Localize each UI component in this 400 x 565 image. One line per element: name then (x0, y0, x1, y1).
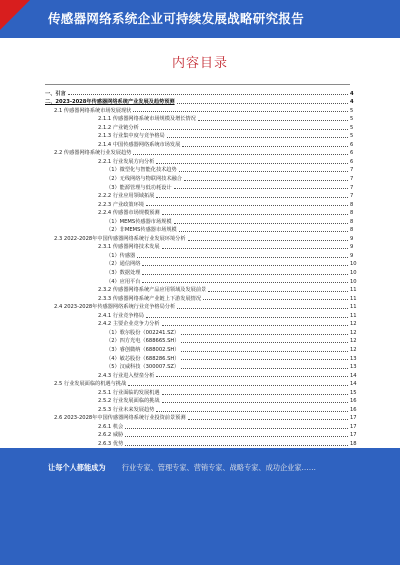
toc-entry[interactable] (0, 353, 400, 362)
toc-entry-title: 2.6.1 机会 (98, 423, 124, 430)
toc-entry[interactable] (0, 387, 400, 396)
toc-entry-title: （5）汉威科技（300007.SZ） (106, 364, 180, 371)
toc-heading-divider (45, 84, 350, 85)
toc-entry-title: 2.3.1 传感器网络技术发展 (98, 244, 160, 251)
toc-entry-title: 2.2.1 行业发展方向分析 (98, 158, 155, 165)
toc-dot-leader (156, 411, 348, 412)
toc-entry-title: 2.2.2 行业应用领域拓展 (98, 193, 155, 200)
footer-slogan (48, 463, 368, 473)
toc-entry[interactable] (0, 379, 400, 388)
toc-entry-title: （1）传感器 (106, 252, 136, 259)
toc-entry-title: 2.6 2023-2028年中国传感器网络系统行业投资前景预测 (54, 415, 186, 422)
toc-dot-leader (179, 231, 348, 232)
toc-entry[interactable] (0, 344, 400, 353)
toc-entry-title: 2.1.3 行业集中度与竞争格局 (98, 133, 165, 140)
toc-entry-page: 5 (350, 116, 354, 123)
toc-entry[interactable] (0, 199, 400, 208)
toc-dot-leader (162, 325, 348, 326)
toc-entry[interactable] (0, 396, 400, 405)
toc-entry-title: （2）无线网络与物联网技术融合 (106, 176, 182, 183)
toc-dot-leader (167, 137, 348, 138)
toc-entry-page: 5 (350, 133, 354, 140)
toc-entry-page: 9 (350, 244, 354, 251)
toc-entry-page: 12 (350, 329, 357, 336)
toc-entry[interactable] (0, 319, 400, 328)
toc-entry-title: 2.5.3 行业未来发展趋势 (98, 406, 155, 413)
toc-entry-title: 2.4.2 主要企业竞争力分析 (98, 321, 160, 328)
toc-entry-page: 11 (350, 304, 357, 311)
toc-entry[interactable] (0, 173, 400, 182)
toc-dot-leader (142, 282, 348, 283)
toc-entry[interactable] (0, 97, 400, 106)
toc-entry-page: 13 (350, 364, 357, 371)
toc-entry[interactable] (0, 148, 400, 157)
toc-dot-leader (133, 111, 348, 112)
toc-entry-page: 4 (350, 99, 354, 106)
toc-entry-page: 12 (350, 321, 357, 328)
toc-entry-title: 2.1 传感器网络系统市场发展现状 (54, 107, 132, 114)
toc-entry[interactable] (0, 438, 400, 447)
toc-entry-title: 2.5.1 行业面临的发展机遇 (98, 389, 160, 396)
toc-entry-title: （1）MEMS传感器市场规模 (106, 218, 172, 225)
toc-entry[interactable] (0, 293, 400, 302)
toc-dot-leader (184, 180, 348, 181)
toc-entry-title: 2.2.4 传感器市场规模预测 (98, 210, 160, 217)
toc-entry-page: 17 (350, 432, 357, 439)
toc-entry[interactable] (0, 404, 400, 413)
toc-dot-leader (142, 274, 348, 275)
toc-dot-leader (179, 171, 348, 172)
toc-entry[interactable] (0, 336, 400, 345)
toc-entry-page: 14 (350, 381, 357, 388)
toc-dot-leader (188, 240, 348, 241)
toc-dot-leader (162, 394, 348, 395)
toc-entry[interactable] (0, 259, 400, 268)
toc-entry-page: 12 (350, 346, 357, 353)
toc-dot-leader (142, 265, 348, 266)
toc-entry[interactable] (0, 302, 400, 311)
toc-entry[interactable] (0, 131, 400, 140)
toc-entry-title: 2.4.1 行业竞争格局 (98, 312, 144, 319)
toc-entry[interactable] (0, 182, 400, 191)
toc-entry-title: 二、2023-2028年传感器网络系统产业发展及趋势预测 (45, 99, 175, 106)
table-of-contents (0, 88, 400, 456)
toc-entry-title: （1）微型化与智能化技术趋势 (106, 167, 177, 174)
toc-entry-title: （3）数据处理 (106, 270, 141, 277)
footer-slogan-roles: 行业专家、管理专家、营销专家、战略专家、成功企业家…… (121, 463, 316, 472)
toc-heading: 内容目录 (171, 56, 228, 71)
toc-entry-title: 2.4 2023-2028年传感器网络系统行业竞争格局分析 (54, 304, 176, 311)
header-corner-decoration (0, 0, 30, 30)
toc-entry[interactable] (0, 139, 400, 148)
toc-dot-leader (181, 351, 348, 352)
toc-entry-page: 15 (350, 389, 357, 396)
toc-dot-leader (181, 342, 348, 343)
toc-entry[interactable] (0, 225, 400, 234)
toc-entry-title: 2.2 传感器网络系统行业发展趋势 (54, 150, 132, 157)
toc-entry-page: 12 (350, 338, 357, 345)
toc-dot-leader (156, 376, 348, 377)
toc-entry-title: （2）通信网络 (106, 261, 141, 268)
toc-dot-leader (162, 402, 348, 403)
toc-entry-page: 17 (350, 423, 357, 430)
toc-entry-page: 8 (350, 218, 354, 225)
toc-dot-leader (162, 248, 348, 249)
toc-dot-leader (181, 368, 348, 369)
toc-dot-leader (125, 436, 348, 437)
toc-dot-leader (208, 291, 348, 292)
toc-entry-page: 14 (350, 372, 357, 379)
toc-dot-leader (141, 129, 348, 130)
toc-entry-page: 9 (350, 235, 354, 242)
toc-entry-page: 10 (350, 261, 357, 268)
toc-entry-page: 9 (350, 252, 354, 259)
toc-dot-leader (177, 103, 348, 104)
toc-entry-page: 18 (350, 440, 357, 447)
toc-entry-page: 7 (350, 167, 354, 174)
toc-entry[interactable] (0, 165, 400, 174)
toc-entry-page: 11 (350, 312, 357, 319)
toc-entry-title: 2.5 行业发展面临的机遇与挑战 (54, 381, 127, 388)
toc-entry-page: 16 (350, 406, 357, 413)
toc-dot-leader (146, 205, 348, 206)
toc-entry-title: （1）歌尔股份（002241.SZ） (106, 329, 180, 336)
toc-entry-title: （2）四方光电（688665.SH） (106, 338, 180, 345)
toc-entry[interactable] (0, 370, 400, 379)
toc-entry-page: 4 (350, 90, 354, 97)
page-footer (0, 448, 400, 565)
toc-dot-leader (156, 197, 348, 198)
toc-entry[interactable] (0, 233, 400, 242)
toc-dot-leader (182, 146, 348, 147)
toc-entry[interactable] (0, 267, 400, 276)
toc-entry[interactable] (0, 327, 400, 336)
report-title: 传感器网络系统企业可持续发展战略研究报告 (48, 11, 305, 26)
toc-dot-leader (125, 445, 348, 446)
page-header (0, 0, 400, 38)
toc-entry[interactable] (0, 362, 400, 371)
toc-entry-title: 一、引言 (45, 90, 66, 97)
toc-dot-leader (203, 299, 348, 300)
toc-entry[interactable] (0, 191, 400, 200)
toc-entry[interactable] (0, 156, 400, 165)
toc-entry-page: 5 (350, 124, 354, 131)
toc-entry-page: 10 (350, 270, 357, 277)
toc-entry-page: 6 (350, 141, 354, 148)
toc-entry[interactable] (0, 208, 400, 217)
toc-dot-leader (162, 214, 348, 215)
toc-dot-leader (174, 223, 348, 224)
toc-dot-leader (181, 334, 348, 335)
toc-dot-leader (188, 419, 348, 420)
toc-entry-page: 7 (350, 176, 354, 183)
toc-entry-page: 13 (350, 355, 357, 362)
toc-entry-title: （3）能源管理与低功耗设计 (106, 184, 172, 191)
toc-dot-leader (68, 94, 348, 95)
toc-entry-page: 17 (350, 415, 357, 422)
toc-entry-title: （2）非MEMS传感器市场规模 (106, 227, 177, 234)
toc-entry-page: 7 (350, 184, 354, 191)
toc-entry[interactable] (0, 114, 400, 123)
toc-entry[interactable] (0, 276, 400, 285)
toc-entry-page: 11 (350, 295, 357, 302)
toc-entry-title: 2.1.1 传感器网络系统市场规模及增长情况 (98, 116, 196, 123)
toc-entry[interactable] (0, 242, 400, 251)
toc-entry[interactable] (0, 310, 400, 319)
toc-entry-title: 2.5.2 行业发展面临的挑战 (98, 398, 160, 405)
toc-entry-title: 2.2.3 产业政策环境 (98, 201, 144, 208)
toc-entry-title: （4）应用平台 (106, 278, 141, 285)
toc-entry-title: 2.1.2 产业链分析 (98, 124, 139, 131)
toc-dot-leader (181, 359, 348, 360)
toc-dot-leader (137, 257, 348, 258)
toc-entry-title: 2.6.2 威胁 (98, 432, 124, 439)
toc-entry-page: 8 (350, 210, 354, 217)
toc-entry-title: 2.3.3 传感器网络系统产业链上下游发展情况 (98, 295, 202, 302)
toc-entry[interactable] (0, 430, 400, 439)
footer-slogan-lead: 让每个人都能成为 (48, 463, 106, 472)
toc-entry-page: 16 (350, 398, 357, 405)
toc-entry-page: 7 (350, 193, 354, 200)
toc-entry-title: （4）敏芯股份（688286.SH） (106, 355, 180, 362)
toc-entry-title: 2.3 2022-2028年中国传感器网络系统行业发展环境分析 (54, 235, 186, 242)
toc-entry-page: 8 (350, 201, 354, 208)
toc-dot-leader (128, 385, 348, 386)
toc-entry[interactable] (0, 88, 400, 97)
toc-entry-page: 6 (350, 158, 354, 165)
toc-entry-title: 2.4.3 行业进入壁垒分析 (98, 372, 155, 379)
toc-entry-title: 2.1.4 中国传感器网络系统市场发展 (98, 141, 181, 148)
toc-entry[interactable] (0, 250, 400, 259)
toc-entry-page: 11 (350, 287, 357, 294)
toc-entry-page: 5 (350, 107, 354, 114)
toc-dot-leader (156, 163, 348, 164)
toc-entry[interactable] (0, 216, 400, 225)
toc-dot-leader (177, 308, 348, 309)
toc-entry[interactable] (0, 421, 400, 430)
toc-entry-title: 2.3.2 传感器网络系统产品应用领域及发展前景 (98, 287, 207, 294)
toc-dot-leader (133, 154, 348, 155)
toc-dot-leader (198, 120, 348, 121)
toc-entry-page: 8 (350, 227, 354, 234)
toc-entry[interactable] (0, 285, 400, 294)
toc-dot-leader (146, 317, 348, 318)
toc-entry-title: （3）睿创微纳（688002.SH） (106, 346, 180, 353)
toc-entry[interactable] (0, 105, 400, 114)
toc-dot-leader (125, 428, 348, 429)
toc-entry-title: 2.6.3 优势 (98, 440, 124, 447)
toc-entry-page: 10 (350, 278, 357, 285)
toc-entry-page: 6 (350, 150, 354, 157)
toc-entry[interactable] (0, 122, 400, 131)
toc-dot-leader (174, 188, 348, 189)
toc-entry[interactable] (0, 413, 400, 422)
